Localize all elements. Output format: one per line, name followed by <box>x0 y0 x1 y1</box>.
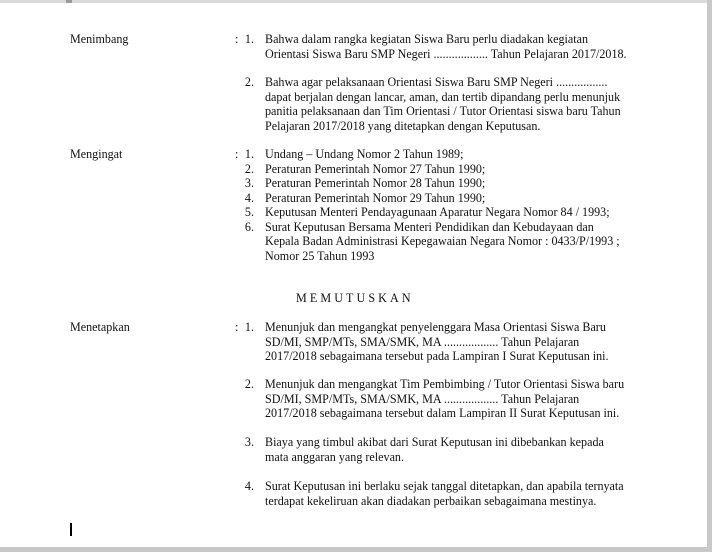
item-number: 5. <box>244 205 254 219</box>
section-label-mengingat: Mengingat <box>70 147 123 161</box>
text-line: SD/MI, SMP/MTs, SMA/SMK, MA .................. Tahun Pelajaran <box>265 334 580 349</box>
list-item-text <box>265 320 643 364</box>
list-item-text <box>265 162 643 177</box>
list-item-text <box>265 75 643 133</box>
text-line: dapat berjalan dengan lancar, aman, dan tertib dipandang perlu menunjuk <box>265 89 621 104</box>
text-line: Menunjuk dan mengangkat penyelenggara Masa Orientasi Siswa Baru <box>265 320 606 334</box>
item-number: 6. <box>244 219 254 234</box>
text-line: terdapat kekeliruan akan diadakan perbaikan sebagaimana mestinya. <box>265 493 597 508</box>
text-line: Bahwa agar pelaksanaan Orientasi Siswa Baru SMP Negeri ................. <box>265 75 608 89</box>
section-colon: : <box>235 32 239 46</box>
item-number: 1. <box>244 320 254 334</box>
section-label-menetapkan: Menetapkan <box>70 320 130 334</box>
text-line: Pelajaran 2017/2018 yang ditetapkan dengan Keputusan. <box>265 118 541 133</box>
text-line: 2017/2018 sebagaimana tersebut pada Lampiran I Surat Keputusan ini. <box>265 349 609 363</box>
list-item-text <box>265 32 643 61</box>
text-line: Keputusan Menteri Pendayagunaan Aparatur Negara Nomor 84 / 1993; <box>265 205 610 219</box>
text-line: Menunjuk dan mengangkat Tim Pembimbing / Tutor Orientasi Siswa baru <box>265 377 625 391</box>
text-line: Orientasi Siswa Baru SMP Negeri .................. Tahun Pelajaran 2017/2018. <box>265 46 627 61</box>
item-number: 1. <box>244 32 254 46</box>
text-line: SD/MI, SMP/MTs, SMA/SMK, MA .................. Tahun Pelajaran <box>265 391 580 406</box>
section-colon: : <box>235 147 239 161</box>
text-line: mata anggaran yang relevan. <box>265 449 405 464</box>
text-line: Biaya yang timbul akibat dari Surat Keputusan ini dibebankan kepada <box>265 435 604 449</box>
item-number: 4. <box>244 479 254 493</box>
list-item-text <box>265 220 643 264</box>
text-line: Peraturan Pemerintah Nomor 29 Tahun 1990; <box>265 190 486 205</box>
item-number: 3. <box>244 435 254 449</box>
list-item-text <box>265 479 643 508</box>
list-item-text <box>265 377 643 421</box>
text-line: 2017/2018 sebagaimana tersebut dalam Lampiran II Surat Keputusan ini. <box>265 406 620 420</box>
section-label-menimbang: Menimbang <box>70 32 129 46</box>
text-line: Kepala Badan Administrasi Kepegawaian Negara Nomor : 0433/P/1993 ; <box>265 234 620 248</box>
text-line: Surat Keputusan ini berlaku sejak tanggal ditetapkan, dan apabila ternyata <box>265 479 624 493</box>
item-number: 2. <box>244 161 254 176</box>
list-item-text <box>265 205 643 220</box>
decision-heading: MEMUTUSKAN <box>296 291 414 305</box>
text-line: Undang – Undang Nomor 2 Tahun 1989; <box>265 147 464 161</box>
list-item-text <box>265 191 643 206</box>
section-colon: : <box>235 320 239 334</box>
text-line: Surat Keputusan Bersama Menteri Pendidikan dan Kebudayaan dan <box>265 219 594 234</box>
list-item-text <box>265 147 643 162</box>
window-bottom-edge <box>0 547 712 552</box>
text-line: Nomor 25 Tahun 1993 <box>265 248 375 263</box>
text-line: panitia pelaksanaan dan Tim Orientasi / Tutor Orientasi siswa baru Tahun <box>265 104 621 118</box>
item-number: 1. <box>244 147 254 161</box>
text-line: Bahwa dalam rangka kegiatan Siswa Baru perlu diadakan kegiatan <box>265 32 589 46</box>
text-cursor <box>70 523 72 536</box>
item-number: 2. <box>244 377 254 391</box>
list-item-text <box>265 176 643 191</box>
text-line: Peraturan Pemerintah Nomor 27 Tahun 1990; <box>265 161 486 176</box>
window-right-edge <box>707 0 712 552</box>
item-number: 2. <box>244 75 254 89</box>
text-line: Peraturan Pemerintah Nomor 28 Tahun 1990; <box>265 176 486 190</box>
item-number: 4. <box>244 190 254 205</box>
list-item-text <box>265 435 643 464</box>
item-number: 3. <box>244 176 254 190</box>
